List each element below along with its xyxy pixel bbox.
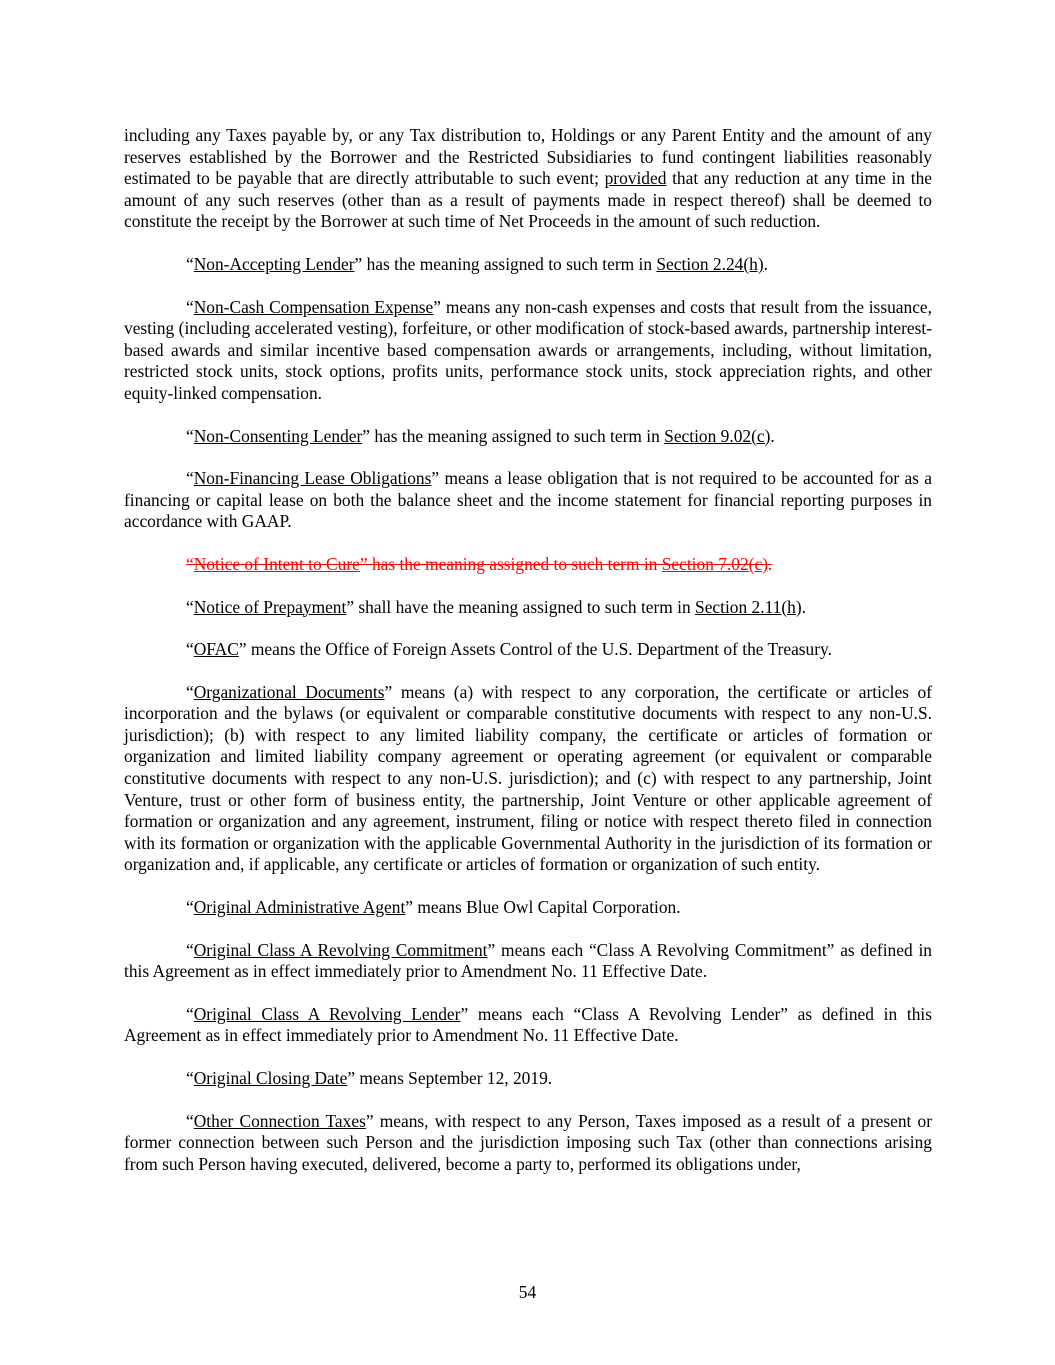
document-body: [124, 125, 932, 1196]
definition-original-class-a-revolving-commitment: [124, 940, 932, 983]
defined-term: provided: [604, 168, 667, 189]
text-run: “: [186, 639, 194, 660]
text-run: “: [186, 1068, 194, 1088]
defined-term: Section 7.02(c): [661, 553, 768, 574]
text-run: “: [186, 596, 194, 617]
definition-other-connection-taxes: [124, 1111, 932, 1176]
definition-organizational-documents: [124, 682, 932, 876]
defined-term: Organizational Documents: [193, 681, 385, 702]
text-run: ” has the meaning assigned to such term in: [359, 553, 662, 574]
text-run: .: [767, 553, 773, 574]
text-run: ” shall have the meaning assigned to such term in: [346, 596, 696, 617]
defined-term: Original Closing Date: [193, 1068, 348, 1088]
defined-term: OFAC: [193, 639, 239, 660]
defined-term: Original Class A Revolving Commitment: [193, 939, 488, 960]
definition-non-accepting-lender: [124, 254, 932, 276]
text-run: that any reduction at any time in the amount of any such reserves (other than as a result of payments made in respect thereof) shall be deemed to constitute the receipt by the Borrower at such time of Net Proceeds in the amount of such reduction.: [124, 168, 932, 232]
text-run: .: [801, 596, 806, 617]
text-run: “: [186, 468, 194, 489]
definition-original-administrative-agent: [124, 897, 932, 919]
defined-term: Notice of Prepayment: [193, 596, 347, 617]
definition-ofac: [124, 639, 932, 661]
definition-non-financing-lease-obligations: [124, 468, 932, 533]
text-run: “: [186, 553, 194, 574]
text-run: “: [186, 1110, 194, 1131]
text-run: ” means Blue Owl Capital Corporation.: [405, 897, 681, 918]
defined-term: Non-Accepting Lender: [193, 253, 355, 274]
defined-term: Section 2.11(h): [695, 596, 802, 617]
defined-term: Non-Financing Lease Obligations: [193, 468, 432, 489]
definition-original-closing-date: [124, 1068, 932, 1090]
defined-term: Section 9.02(c): [664, 425, 771, 446]
text-run: ” has the meaning assigned to such term in: [362, 425, 665, 446]
deleted-text: [186, 554, 772, 574]
text-run: “: [186, 681, 194, 702]
text-run: ” means each “Class A Revolving Commitment” as defined in this Agreement as in effect immediately prior to Amendment No. 11 Effective Date.: [124, 939, 932, 982]
definition-original-class-a-revolving-lender: [124, 1004, 932, 1047]
text-run: ” means September 12, 2019.: [347, 1068, 553, 1088]
text-run: ” means a lease obligation that is not required to be accounted for as a financing or capital lease on both the balance sheet and the income statement for financial reporting purposes in accordance with GAAP.: [124, 468, 932, 532]
defined-term: Section 2.24(h): [656, 253, 764, 274]
defined-term: Non-Cash Compensation Expense: [193, 296, 434, 317]
text-run: “: [186, 1003, 194, 1024]
text-run: “: [186, 939, 194, 960]
text-run: ” means the Office of Foreign Assets Control of the U.S. Department of the Treasury.: [238, 639, 832, 660]
text-run: “: [186, 897, 194, 918]
text-run: including any Taxes payable by, or any Tax distribution to, Holdings or any Parent Entity and the amount of any reserves established by the Borrower and the Restricted Subsidiaries to fund contingent liabilities reasonably estimated to be payable that are directly attributable to such event;: [124, 125, 932, 189]
text-run: ” means (a) with respect to any corporation, the certificate or articles of incorporation and the bylaws (or equivalent or comparable constitutive documents with respect to any non-U.S. jurisdiction); (b) with respect to any limited liability company, the certificate or articles of formation or organization and limited liability company agreement or operating agreement (or equivalent or comparable constitutive documents with respect to any non-U.S. jurisdiction); and (c) with respect to any partnership, Joint Venture, trust or other form of business entity, the partnership, Joint Venture or other applicable agreement of formation or organization and any agreement, instrument, filing or notice with respect thereto filed in connection with its formation or organization with the applicable Governmental Authority in the jurisdiction of its formation or organization and, if applicable, any certificate or articles of formation or organization of such entity.: [124, 681, 932, 875]
text-run: ” means each “Class A Revolving Lender” as defined in this Agreement as in effect immediately prior to Amendment No. 11 Effective Date.: [124, 1003, 932, 1046]
definition-non-consenting-lender: [124, 426, 932, 448]
page-number: 54: [518, 1282, 537, 1302]
defined-term: Original Class A Revolving Lender: [193, 1003, 461, 1024]
text-run: .: [770, 425, 775, 446]
definition-non-cash-compensation-expense: [124, 297, 932, 405]
paragraph-net-proceeds-continuation: [124, 125, 932, 233]
definition-notice-of-prepayment: [124, 597, 932, 619]
definition-notice-of-intent-to-cure-deleted: [124, 554, 932, 576]
text-run: ” has the meaning assigned to such term in: [354, 253, 657, 274]
text-run: “: [186, 296, 194, 317]
text-run: “: [186, 253, 194, 274]
defined-term: Original Administrative Agent: [193, 897, 406, 918]
defined-term: Other Connection Taxes: [193, 1110, 366, 1131]
text-run: ” means any non-cash expenses and costs that result from the issuance, vesting (including accelerated vesting), forfeiture, or other modification of stock-based awards, partnership interest-based awards and similar incentive based compensation awards or arrangements, including, without limitation, restricted stock units, stock options, profits units, performance stock units, stock appreciation rights, and other equity-linked compensation.: [124, 296, 932, 403]
defined-term: Notice of Intent to Cure: [193, 553, 360, 574]
text-run: “: [186, 425, 194, 446]
text-run: .: [763, 253, 768, 274]
text-run: ” means, with respect to any Person, Taxes imposed as a result of a present or former connection between such Person and the jurisdiction imposing such Tax (other than connections arising from such Person having executed, delivered, become a party to, performed its obligations under,: [124, 1110, 932, 1174]
defined-term: Non-Consenting Lender: [193, 425, 363, 446]
